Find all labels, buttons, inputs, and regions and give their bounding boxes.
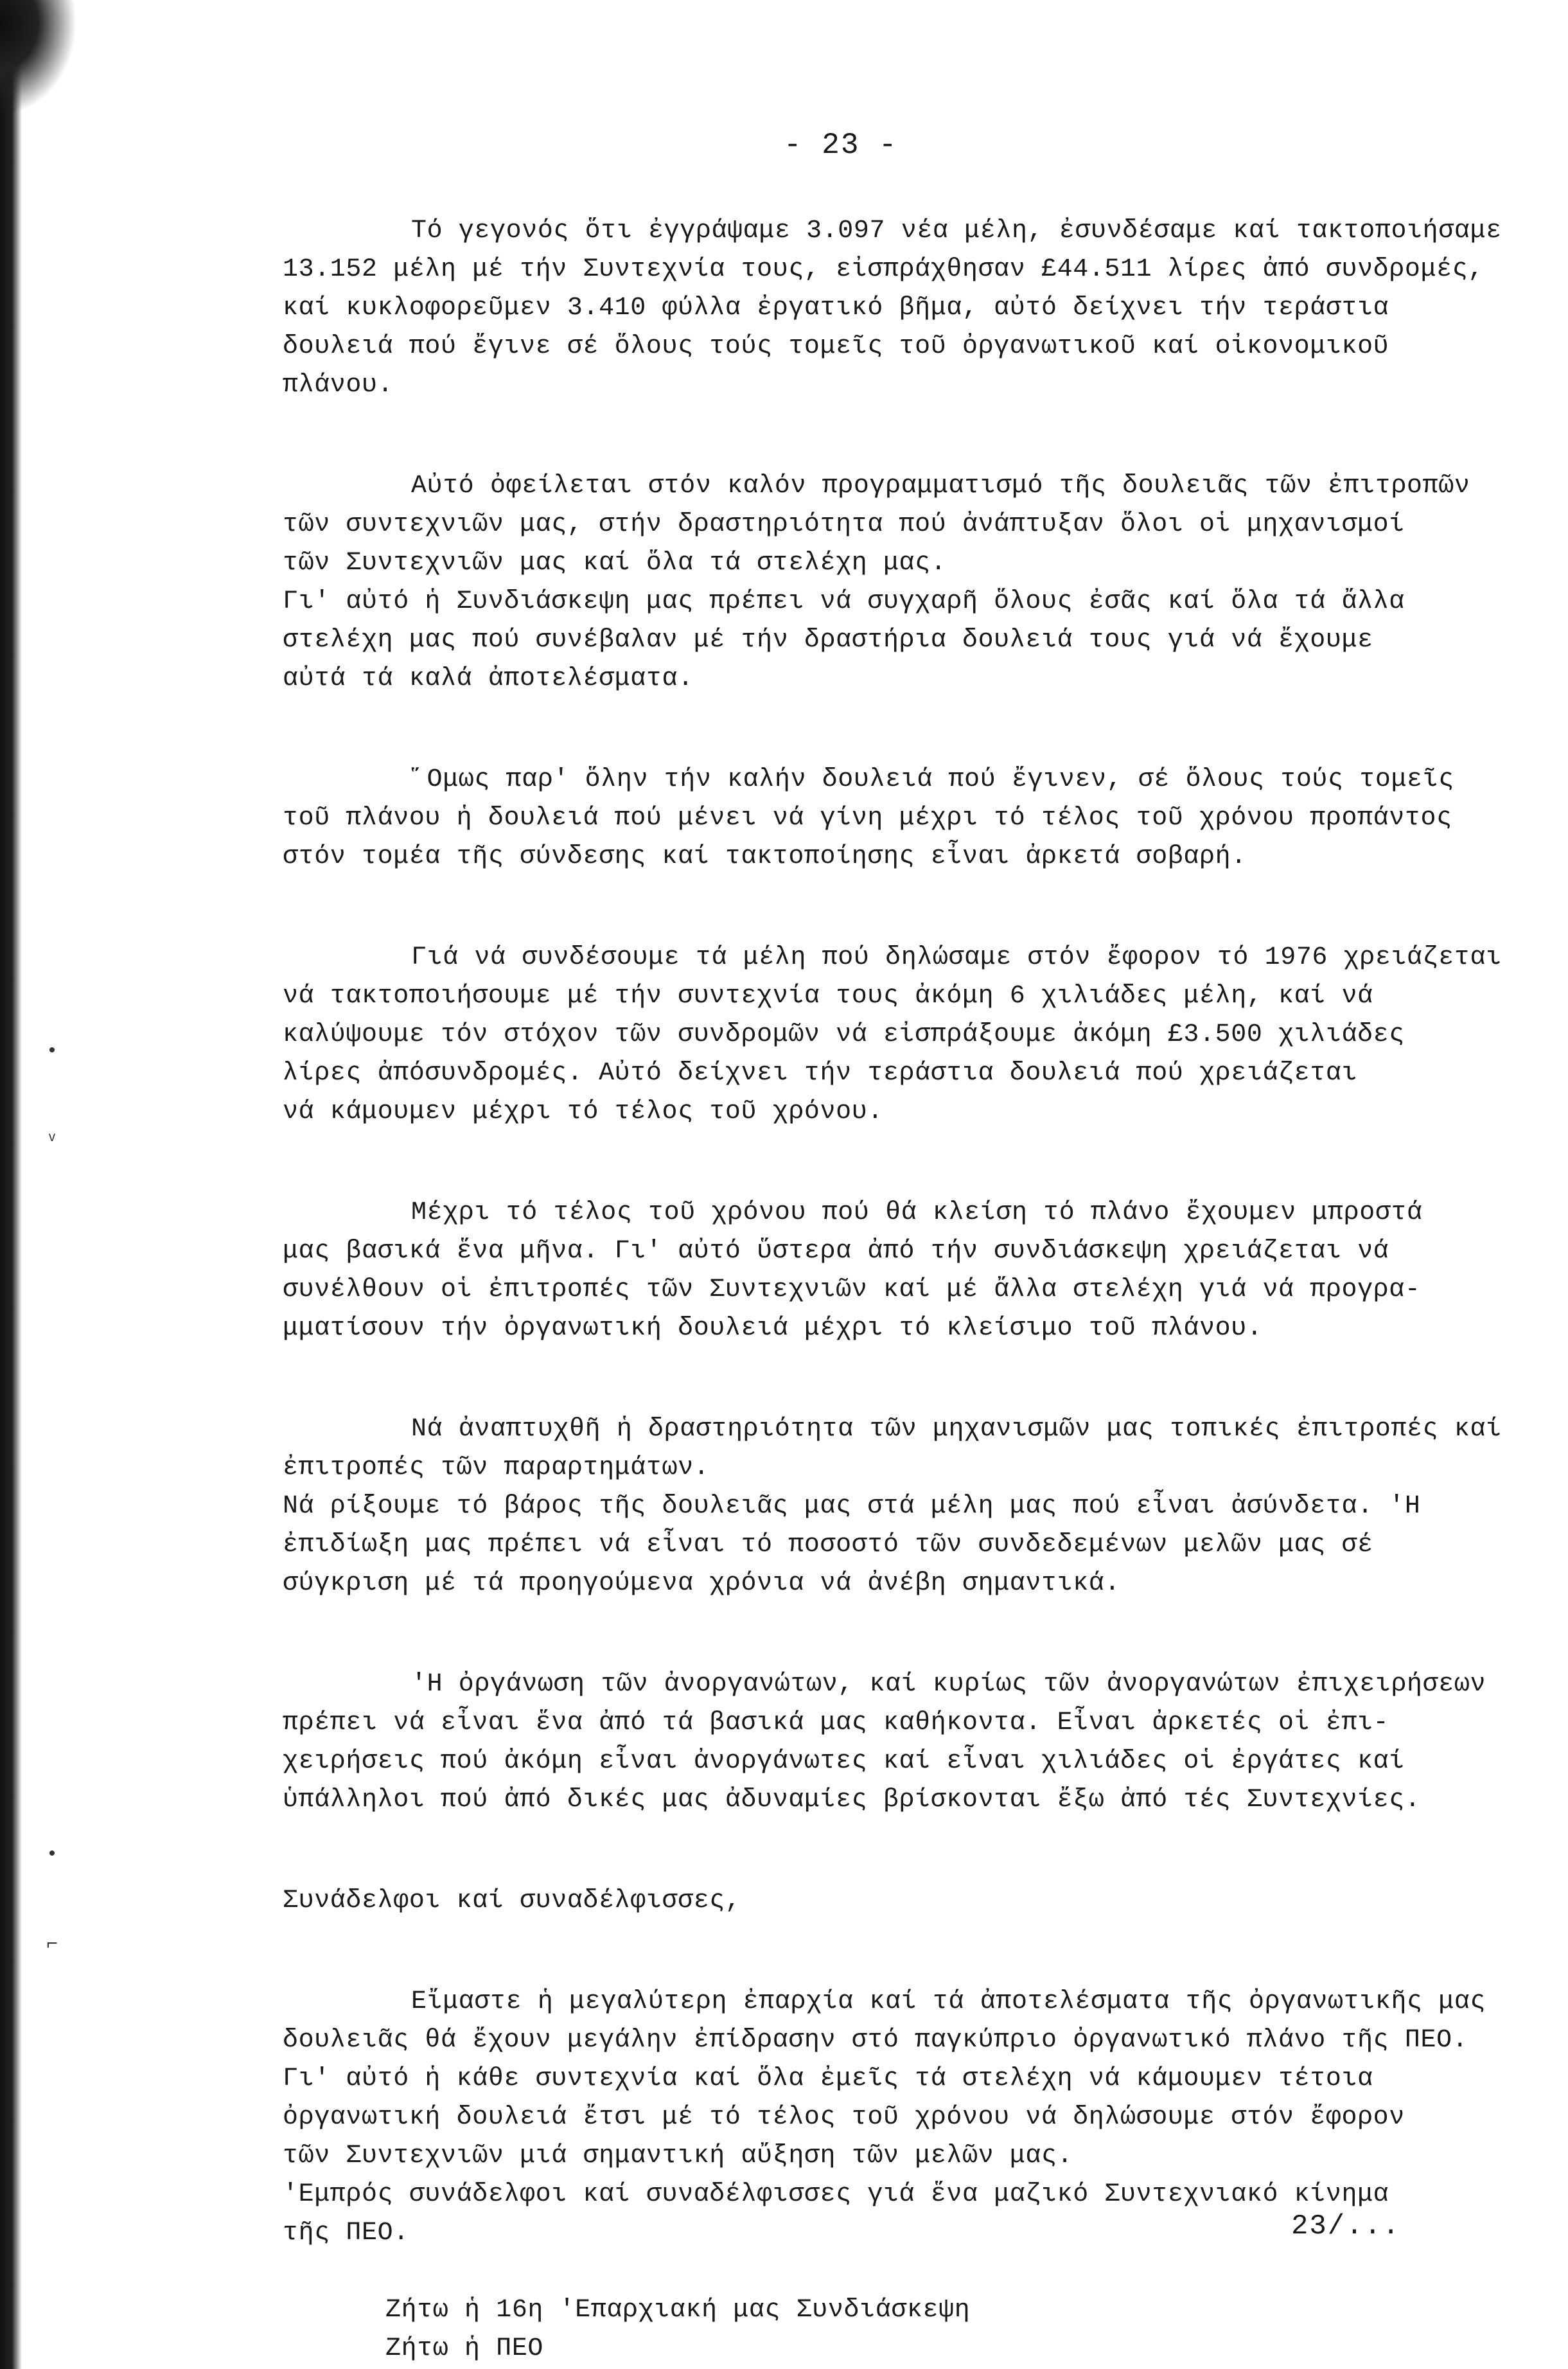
- paragraph: Εἴμαστε ἡ μεγαλύτερη ἐπαρχία καί τά ἀποτελέσματα τῆς ὀργανωτικῆς μας δουλειᾶς θά ἔχουν μεγάλην ἐπίδρασην στό παγκύπριο ὀργανωτικό πλάνο τῆς ΠΕΟ. Γι' αὐτό ἡ κάθε συντεχνία καί ὅλα ἐμεῖς τά στελέχη νά κάμουμεν τέτοια ὀργανωτική δουλειά ἔτσι μέ τό τέλος τοῦ χρόνου νά δηλώσουμε στόν ἔφορον τῶν Συντεχνιῶν μιά σημαντική αὔξηση τῶν μελῶν μας. 'Εμπρός συνάδελφοι καί συναδέλφισσες γιά ἕνα μαζικό Συντεχνιακό κίνημα τῆς ΠΕΟ.: [283, 1987, 1486, 2248]
- margin-mark: •: [46, 1844, 58, 1866]
- closing-slogans: [385, 2291, 1503, 2368]
- scan-corner-shadow: [0, 0, 77, 116]
- margin-mark: ⌐: [46, 1934, 58, 1956]
- paragraph: Τό γεγονός ὅτι ἐγγράψαμε 3.097 νέα μέλη, ἐσυνδέσαμε καί τακτοποιήσαμε 13.152 μέλη μέ τήν Συντεχνία τους, εἰσπράχθησαν £44.511 λίρες ἀπό συνδρομές, καί κυκλοφορεῦμεν 3.410 φύλλα ἐργατικό βῆμα, αὐτό δείχνει τήν τεράστια δουλειά πού ἔγινε σέ ὅλους τούς τομεῖς τοῦ ὀργανωτικοῦ καί οἰκονομικοῦ πλάνου.: [283, 217, 1502, 400]
- scan-edge-shadow: [0, 0, 22, 2369]
- paragraph: Νά ἀναπτυχθῆ ἡ δραστηριότητα τῶν μηχανισμῶν μας τοπικές ἐπιτροπές καί ἐπιτροπές τῶν παραρτημάτων. Νά ρίξουμε τό βάρος τῆς δουλειᾶς μας στά μέλη μας πού εἶναι ἀσύνδετα. 'Η ἐπιδίωξη μας πρέπει νά εἶναι τό ποσοστό τῶν συνδεδεμένων μελῶν μας σέ σύγκριση μέ τά προηγούμενα χρόνια νά ἀνέβη σημαντικά.: [283, 1415, 1502, 1598]
- salutation: Συνάδελφοι καί συναδέλφισσες,: [283, 1886, 741, 1915]
- paragraph: ῞Ομως παρ' ὅλην τήν καλήν δουλειά πού ἔγινεν, σέ ὅλους τούς τομεῖς τοῦ πλάνου ἡ δουλειά πού μένει νά γίνη μέχρι τό τέλος τοῦ χρόνου προπάντος στόν τομέα τῆς σύνδεσης καί τακτοποίησης εἶναι ἀρκετά σοβαρή.: [283, 765, 1454, 871]
- document-body: [283, 212, 1503, 2368]
- paragraph: Αὐτό ὀφείλεται στόν καλόν προγραμματισμό τῆς δουλειᾶς τῶν ἐπιτροπῶν τῶν συντεχνιῶν μας, στήν δραστηριότητα πού ἀνάπτυξαν ὅλοι οἱ μηχανισμοί τῶν Συντεχνιῶν μας καί ὅλα τά στελέχη μας. Γι' αὐτό ἡ Συνδιάσκεψη μας πρέπει νά συγχαρῆ ὅλους ἐσᾶς καί ὅλα τά ἄλλα στελέχη μας πού συνέβαλαν μέ τήν δραστήρια δουλειά τους γιά νά ἔχουμε αὐτά τά καλά ἀποτελέσματα.: [283, 472, 1470, 693]
- continuation-ref: 23/...: [1291, 2210, 1401, 2242]
- margin-mark: •: [46, 1041, 58, 1063]
- slogan-line: Ζήτω ἡ ΠΕΟ: [385, 2334, 544, 2363]
- margin-mark: ᵥ: [46, 1124, 58, 1146]
- slogan-line: Ζήτω ἡ 16η 'Επαρχιακή μας Συνδιάσκεψη: [385, 2296, 971, 2325]
- paragraph: 'Η ὀργάνωση τῶν ἀνοργανώτων, καί κυρίως τῶν ἀνοργανώτων ἐπιχειρήσεων πρέπει νά εἶναι ἕνα ἀπό τά βασικά μας καθήκοντα. Εἶναι ἀρκετές οἱ ἐπι- χειρήσεις πού ἀκόμη εἶναι ἀνοργάνωτες καί εἶναι χιλιάδες οἱ ἐργάτες καί ὑπάλληλοι πού ἀπό δικές μας ἀδυναμίες βρίσκονται ἔξω ἀπό τές Συντεχνίες.: [283, 1670, 1486, 1814]
- paragraph: Γιά νά συνδέσουμε τά μέλη πού δηλώσαμε στόν ἔφορον τό 1976 χρειάζεται νά τακτοποιήσουμε μέ τήν συντεχνία τους ἀκόμη 6 χιλιάδες μέλη, καί νά καλύψουμε τόν στόχον τῶν συνδρομῶν νά εἰσπράξουμε ἀκόμη £3.500 χιλιάδες λίρες ἀπόσυνδρομές. Αὐτό δείχνει τήν τεράστια δουλειά πού χρειάζεται νά κάμουμεν μέχρι τό τέλος τοῦ χρόνου.: [283, 943, 1502, 1126]
- paragraph: Μέχρι τό τέλος τοῦ χρόνου πού θά κλείση τό πλάνο ἔχουμεν μπροστά μας βασικά ἕνα μῆνα. Γι' αὐτό ὕστερα ἀπό τήν συνδιάσκεψη χρειάζεται νά συνέλθουν οἱ ἐπιτροπές τῶν Συντεχνιῶν καί μέ ἄλλα στελέχη γιά νά προγρα- μματίσουν τήν ὀργανωτική δουλειά μέχρι τό κλείσιμο τοῦ πλάνου.: [283, 1198, 1423, 1343]
- page-number: - 23 -: [784, 129, 898, 162]
